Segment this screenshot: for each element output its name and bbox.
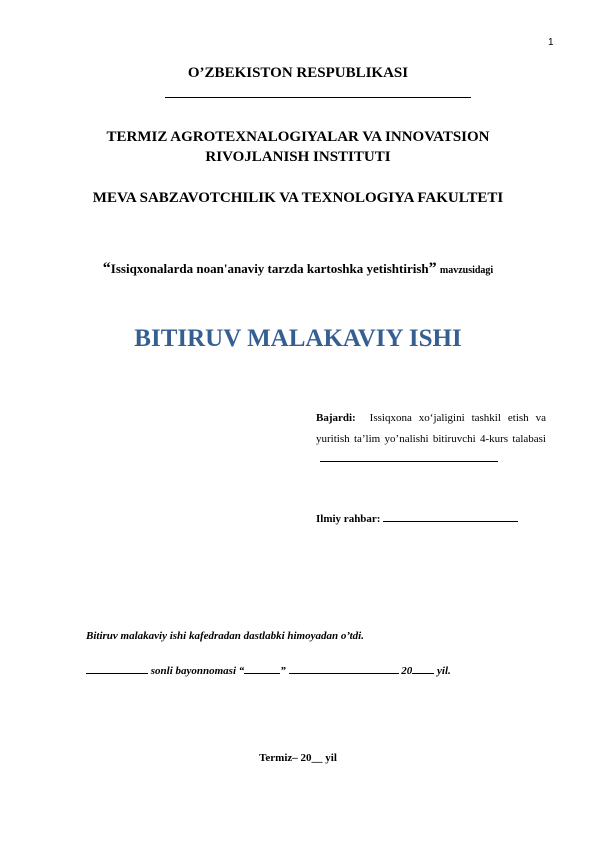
- protocol-line: [86, 664, 451, 677]
- protocol-year-blank: [412, 664, 434, 674]
- defense-statement: Bitiruv malakaviy ishi kafedradan dastlabki himoyadan o’tdi.: [86, 630, 364, 642]
- performer-name-blank: [320, 452, 498, 462]
- faculty-heading: MEVA SABZAVOTCHILIK VA TEXNOLOGIYA FAKULTETI: [92, 190, 504, 206]
- institute-heading: [0, 127, 596, 167]
- protocol-year-suffix: yil.: [437, 665, 451, 677]
- protocol-quote-close: ”: [280, 665, 286, 677]
- document-title: BITIRUV MALAKAVIY ISHI: [134, 325, 462, 352]
- topic-close-quote: ”: [428, 260, 437, 277]
- institute-line-1: TERMIZ AGROTEXNALOGIYALAR VA INNOVATSION: [106, 129, 490, 145]
- protocol-day-blank: [244, 664, 280, 674]
- supervisor-name-blank: [383, 512, 518, 522]
- country-heading: O’ZBEKISTON RESPUBLIKASI: [187, 65, 409, 81]
- topic-open-quote: “: [102, 260, 111, 277]
- thesis-topic: [0, 260, 596, 278]
- protocol-year-prefix: 20: [401, 665, 413, 677]
- heading-divider: [165, 97, 471, 98]
- performer-label: Bajardi:: [316, 412, 356, 424]
- protocol-text: sonli bayonnomasi “: [150, 665, 245, 677]
- page-number: 1: [548, 37, 554, 48]
- supervisor-block: [316, 512, 518, 525]
- protocol-month-blank: [289, 664, 399, 674]
- supervisor-label: Ilmiy rahbar:: [316, 513, 381, 525]
- topic-text: Issiqxonalarda noan'anaviy tarzda kartoshka yetishtirish: [110, 261, 429, 276]
- performer-text: Issiqxona xo‘jaligini tashkil etish va yuritish ta’lim yo’nalishi bitiruvchi 4-kurs talabasi: [316, 412, 547, 445]
- topic-suffix: mavzusidagi: [439, 265, 494, 276]
- performer-block: [316, 408, 546, 470]
- institute-line-2: RIVOJLANISH INSTITUTI: [205, 149, 391, 165]
- city-year: Termiz– 20__ yil: [259, 752, 337, 764]
- protocol-number-blank: [86, 664, 148, 674]
